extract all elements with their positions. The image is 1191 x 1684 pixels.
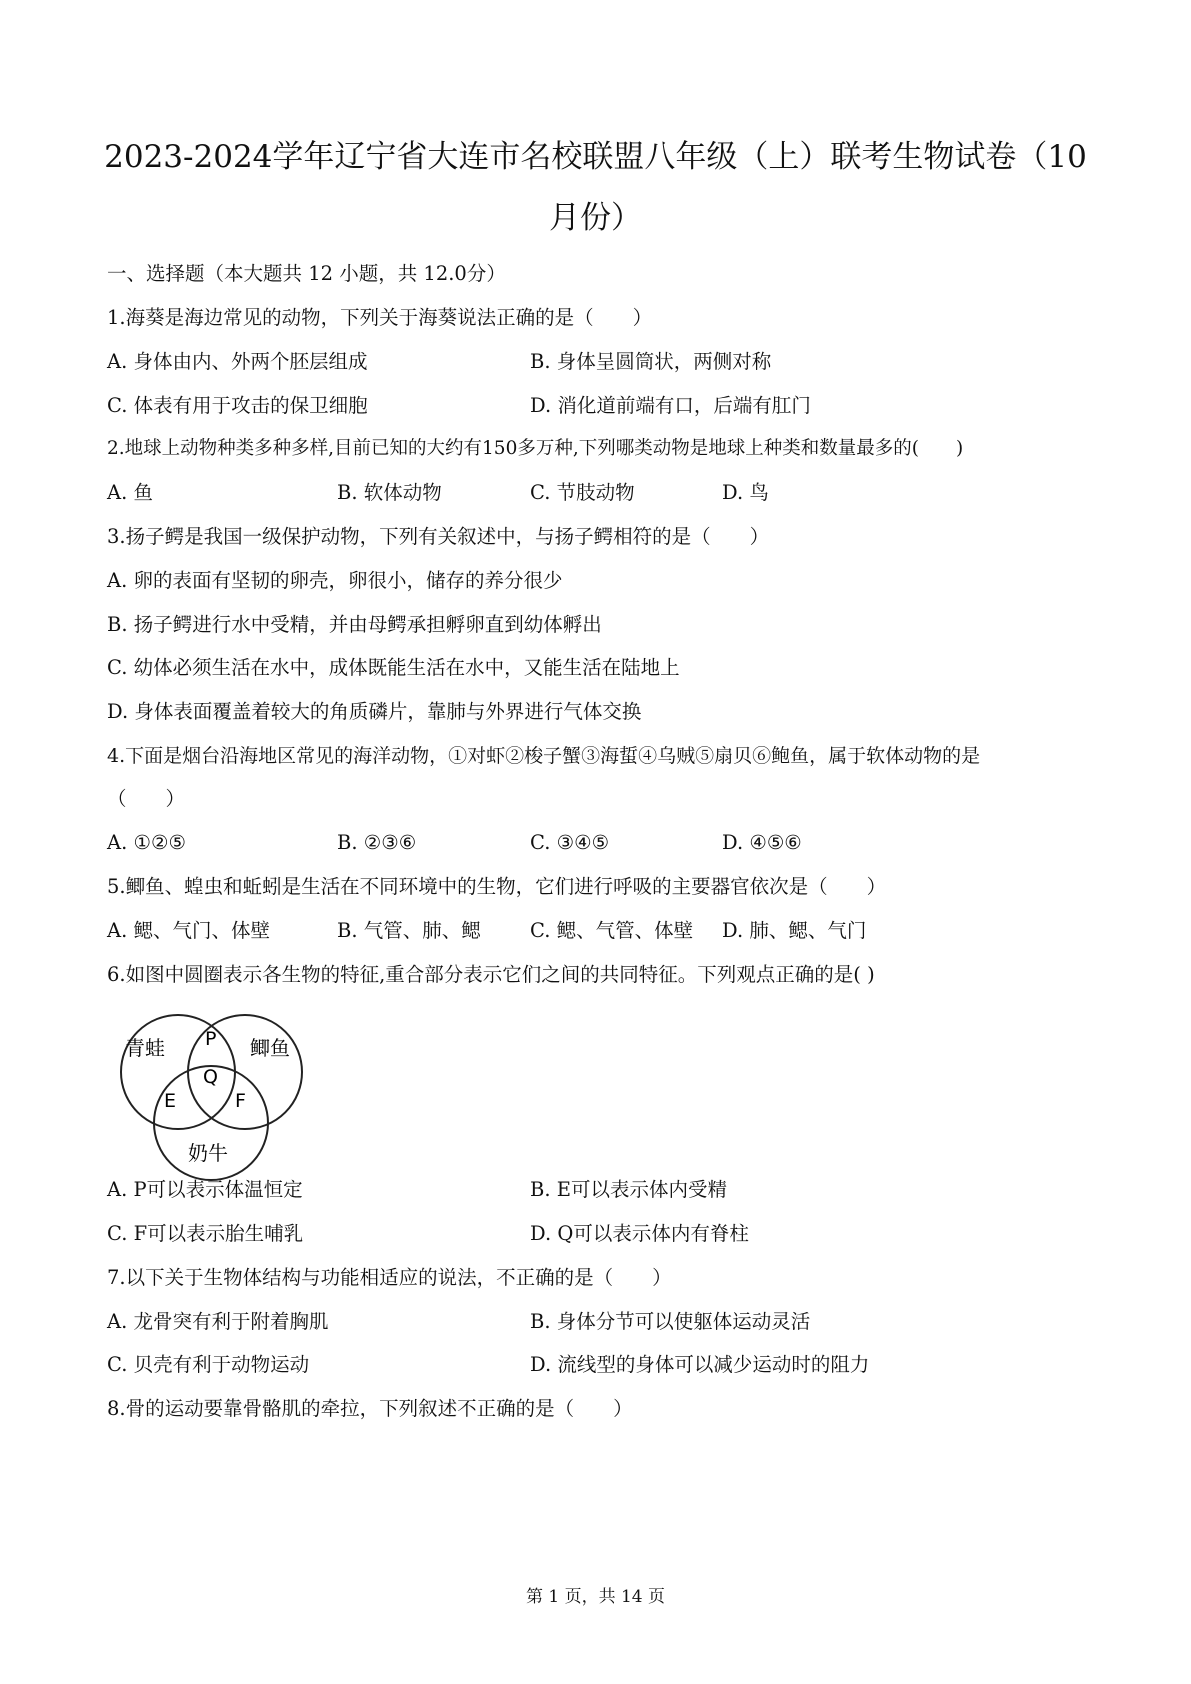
- option-a: A. ①②⑤: [107, 831, 186, 854]
- option-b: B. 身体分节可以使躯体运动灵活: [530, 1310, 811, 1333]
- option-d: D. 流线型的身体可以减少运动时的阻力: [530, 1353, 870, 1376]
- question-stem: 1.海葵是海边常见的动物，下列关于海葵说法正确的是（ ）: [107, 306, 653, 329]
- option-d: D. ④⑤⑥: [722, 831, 802, 854]
- option-c: C. F可以表示胎生哺乳: [107, 1222, 304, 1245]
- question-stem: 4.下面是烟台沿海地区常见的海洋动物，①对虾②梭子蟹③海蜇④乌贼⑤扇贝⑥鲍鱼，属于软体动物的是: [107, 745, 981, 767]
- question-stem: 6.如图中圆圈表示各生物的特征,重合部分表示它们之间的共同特征。下列观点正确的是( ): [107, 963, 875, 986]
- option-b: B. 软体动物: [337, 481, 442, 504]
- option-d: D. 身体表面覆盖着较大的角质磷片，靠肺与外界进行气体交换: [107, 700, 642, 723]
- option-b: B. 扬子鳄进行水中受精，并由母鳄承担孵卵直到幼体孵出: [107, 613, 602, 636]
- option-c: C. 鳃、气管、体壁: [530, 919, 694, 942]
- option-a: A. P可以表示体温恒定: [107, 1178, 303, 1201]
- venn-region-e: E: [164, 1090, 177, 1112]
- venn-label-crucian: 鲫鱼: [250, 1036, 290, 1060]
- section-heading: 一、选择题（本大题共 12 小题，共 12.0分）: [107, 262, 506, 285]
- question-stem: 3.扬子鳄是我国一级保护动物，下列有关叙述中，与扬子鳄相符的是（ ）: [107, 525, 770, 548]
- option-d: D. 鸟: [722, 481, 769, 504]
- venn-region-q: Q: [203, 1066, 218, 1088]
- option-a: A. 龙骨突有利于附着胸肌: [107, 1310, 329, 1333]
- question-stem: 5.鲫鱼、蝗虫和蚯蚓是生活在不同环境中的生物，它们进行呼吸的主要器官依次是（ ）: [107, 875, 887, 898]
- option-d: D. Q可以表示体内有脊柱: [530, 1222, 749, 1245]
- venn-region-p: P: [205, 1028, 217, 1050]
- page-title-line1: 2023-2024学年辽宁省大连市名校联盟八年级（上）联考生物试卷（10: [104, 139, 1087, 175]
- page-title-line2: 月份）: [549, 200, 642, 236]
- venn-label-frog: 青蛙: [125, 1036, 165, 1060]
- venn-diagram: [110, 1010, 320, 1190]
- option-b: B. E可以表示体内受精: [530, 1178, 727, 1201]
- option-a: A. 鳃、气门、体壁: [107, 919, 270, 942]
- page-footer: 第 1 页，共 14 页: [525, 1587, 666, 1607]
- option-a: A. 卵的表面有坚韧的卵壳，卵很小，储存的养分很少: [107, 569, 563, 592]
- question-stem: 2.地球上动物种类多种多样,目前已知的大约有150多万种,下列哪类动物是地球上种类和数量最多的( ): [107, 438, 964, 459]
- option-a: A. 身体由内、外两个胚层组成: [107, 350, 368, 373]
- question-stem-continued: （ ）: [107, 787, 186, 810]
- option-c: C. 节肢动物: [530, 481, 635, 504]
- venn-label-cow: 奶牛: [188, 1141, 228, 1165]
- option-c: C. 贝壳有利于动物运动: [107, 1353, 310, 1376]
- option-d: D. 肺、鳃、气门: [722, 919, 867, 942]
- option-d: D. 消化道前端有口，后端有肛门: [530, 394, 811, 417]
- question-stem: 8.骨的运动要靠骨骼肌的牵拉，下列叙述不正确的是（ ）: [107, 1397, 633, 1420]
- option-c: C. ③④⑤: [530, 831, 610, 854]
- question-stem: 7.以下关于生物体结构与功能相适应的说法，不正确的是（ ）: [107, 1266, 672, 1289]
- option-a: A. 鱼: [107, 481, 153, 504]
- option-c: C. 体表有用于攻击的保卫细胞: [107, 394, 368, 417]
- option-b: B. 气管、肺、鳃: [337, 919, 481, 942]
- option-c: C. 幼体必须生活在水中，成体既能生活在水中，又能生活在陆地上: [107, 656, 680, 679]
- venn-region-f: F: [235, 1090, 246, 1112]
- option-b: B. ②③⑥: [337, 831, 417, 854]
- option-b: B. 身体呈圆筒状，两侧对称: [530, 350, 772, 373]
